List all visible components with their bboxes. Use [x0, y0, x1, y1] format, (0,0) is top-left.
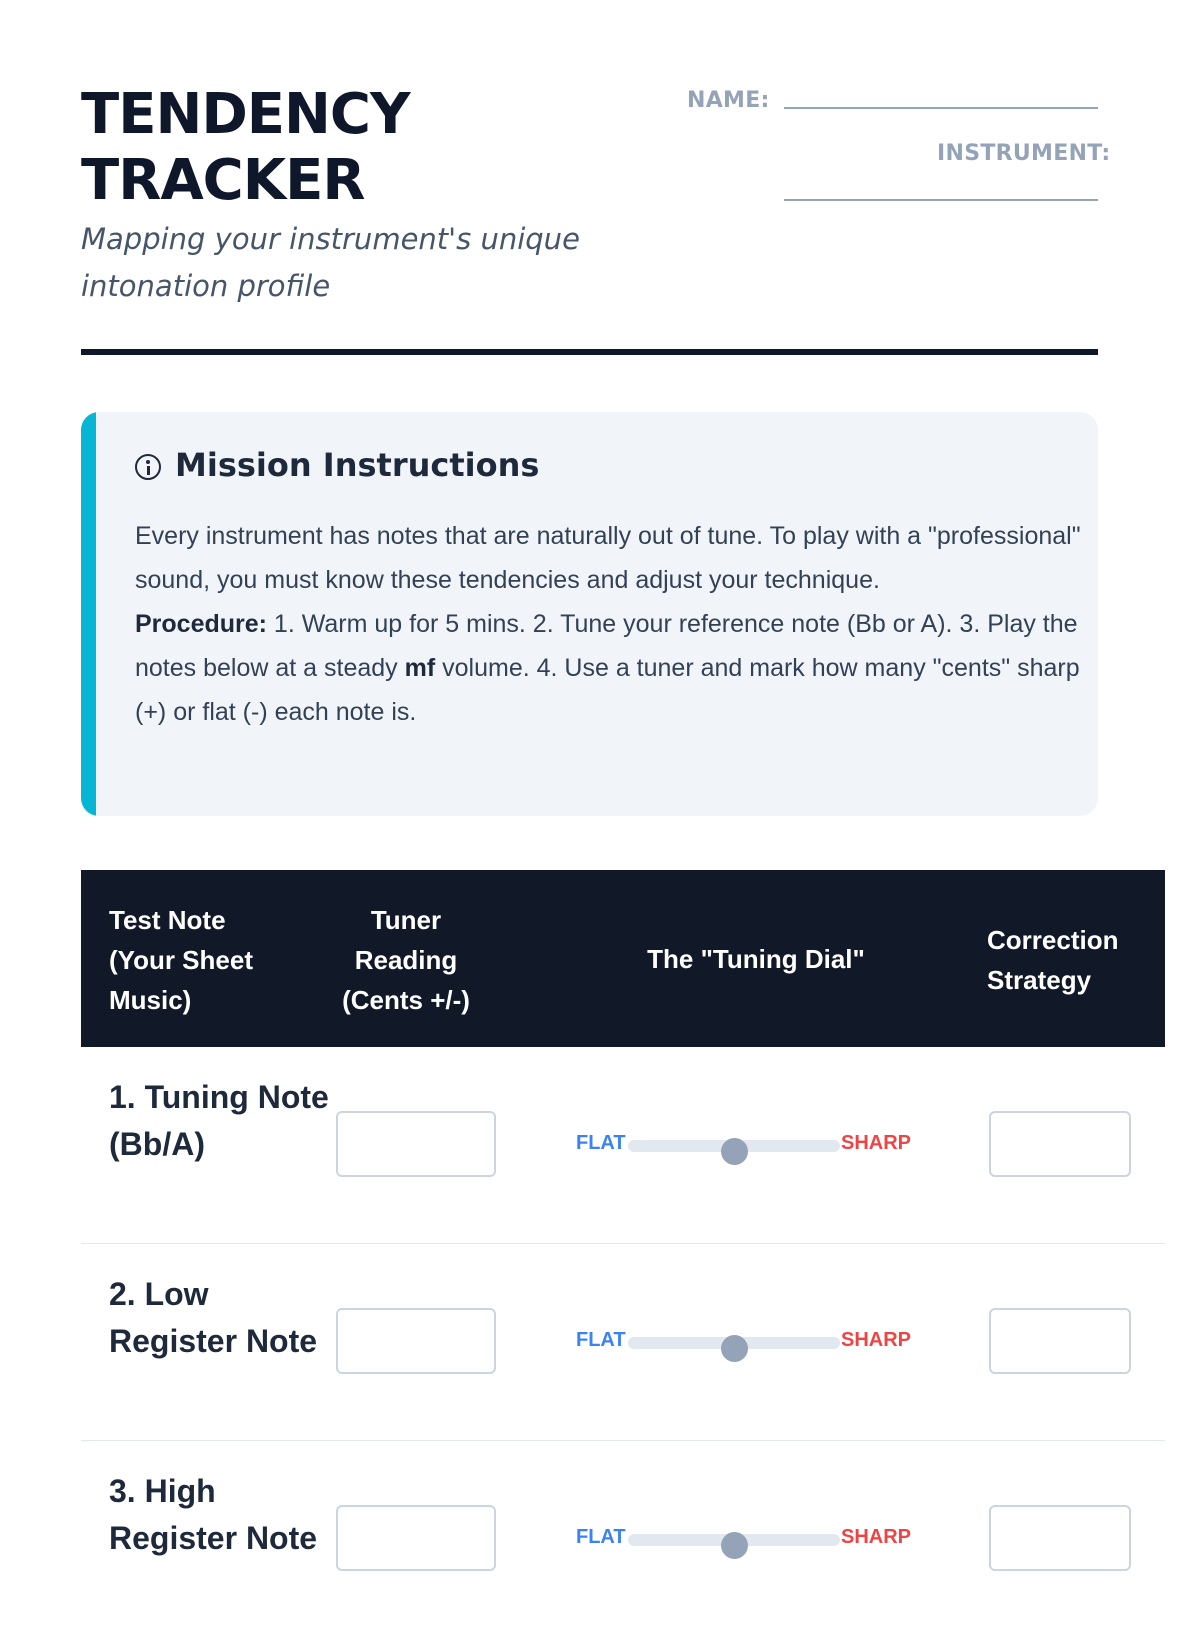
- dial-track: [628, 1140, 840, 1152]
- instructions-procedure: [135, 602, 1085, 734]
- page-subtitle: Mapping your instrument's unique intonation profile: [81, 222, 580, 303]
- tuning-dial[interactable]: [576, 1131, 916, 1159]
- dial-knob[interactable]: [721, 1335, 748, 1362]
- column-header-tuning-dial: The "Tuning Dial": [647, 944, 865, 974]
- test-note-label: 3. High Register Note: [109, 1473, 318, 1556]
- instrument-label: INSTRUMENT:: [937, 141, 1111, 166]
- instructions-body: [135, 514, 1085, 734]
- worksheet-page: [81, 0, 1165, 1556]
- instructions-title: Mission Instructions: [175, 446, 540, 484]
- info-icon: [135, 454, 161, 480]
- sharp-label: SHARP: [841, 1526, 912, 1548]
- column-header-correction-strategy: Correction Strategy: [987, 925, 1119, 995]
- tuning-dial[interactable]: [576, 1525, 916, 1553]
- sharp-label: SHARP: [841, 1132, 912, 1154]
- name-label: NAME:: [687, 88, 770, 113]
- test-note-label: 1. Tuning Note (Bb/A): [109, 1079, 329, 1162]
- strategy-input[interactable]: [989, 1505, 1131, 1571]
- column-header-test-note: Test Note (Your Sheet Music): [109, 905, 253, 1015]
- name-field[interactable]: [784, 107, 1098, 109]
- cents-input[interactable]: [336, 1505, 496, 1571]
- instructions-intro: Every instrument has notes that are naturally out of tune. To play with a "professional" sound, you must know these tendencies and adjust your technique.: [135, 522, 1081, 594]
- header-divider: [81, 349, 1098, 355]
- procedure-label: Procedure:: [135, 610, 267, 638]
- dial-knob[interactable]: [721, 1532, 748, 1559]
- dial-track: [628, 1337, 840, 1349]
- tendency-table: [81, 870, 1165, 1637]
- instructions-accent-bar: [81, 412, 96, 816]
- instructions-heading: [135, 446, 539, 484]
- procedure-text-2: volume. 4. Use a tuner and mark how many "cents" sharp (+) or flat (-) each note is.: [135, 654, 1080, 726]
- test-note-label: 2. Low Register Note: [109, 1276, 318, 1359]
- flat-label: FLAT: [576, 1132, 626, 1154]
- title-line-2: TRACKER: [81, 148, 365, 213]
- cents-input[interactable]: [336, 1308, 496, 1374]
- table-row: [81, 1441, 1165, 1637]
- page-header: [81, 0, 1165, 360]
- title-line-1: TENDENCY: [81, 82, 410, 147]
- dial-knob[interactable]: [721, 1138, 748, 1165]
- procedure-emphasis: mf: [404, 654, 436, 682]
- table-row: [81, 1244, 1165, 1441]
- tuning-dial[interactable]: [576, 1328, 916, 1356]
- procedure-text-1: 1. Warm up for 5 mins. 2. Tune your reference note (Bb or A). 3. Play the notes below at a steady: [135, 610, 1078, 682]
- page-title: [81, 82, 410, 214]
- strategy-input[interactable]: [989, 1111, 1131, 1177]
- dial-track: [628, 1534, 840, 1546]
- instructions-box: [81, 412, 1098, 816]
- table-row: [81, 1047, 1165, 1244]
- flat-label: FLAT: [576, 1329, 626, 1351]
- sharp-label: SHARP: [841, 1329, 912, 1351]
- table-header: [81, 870, 1165, 1047]
- cents-input[interactable]: [336, 1111, 496, 1177]
- strategy-input[interactable]: [989, 1308, 1131, 1374]
- instrument-field[interactable]: [784, 199, 1098, 201]
- column-header-tuner-reading: Tuner Reading (Cents +/-): [342, 905, 470, 1015]
- flat-label: FLAT: [576, 1526, 626, 1548]
